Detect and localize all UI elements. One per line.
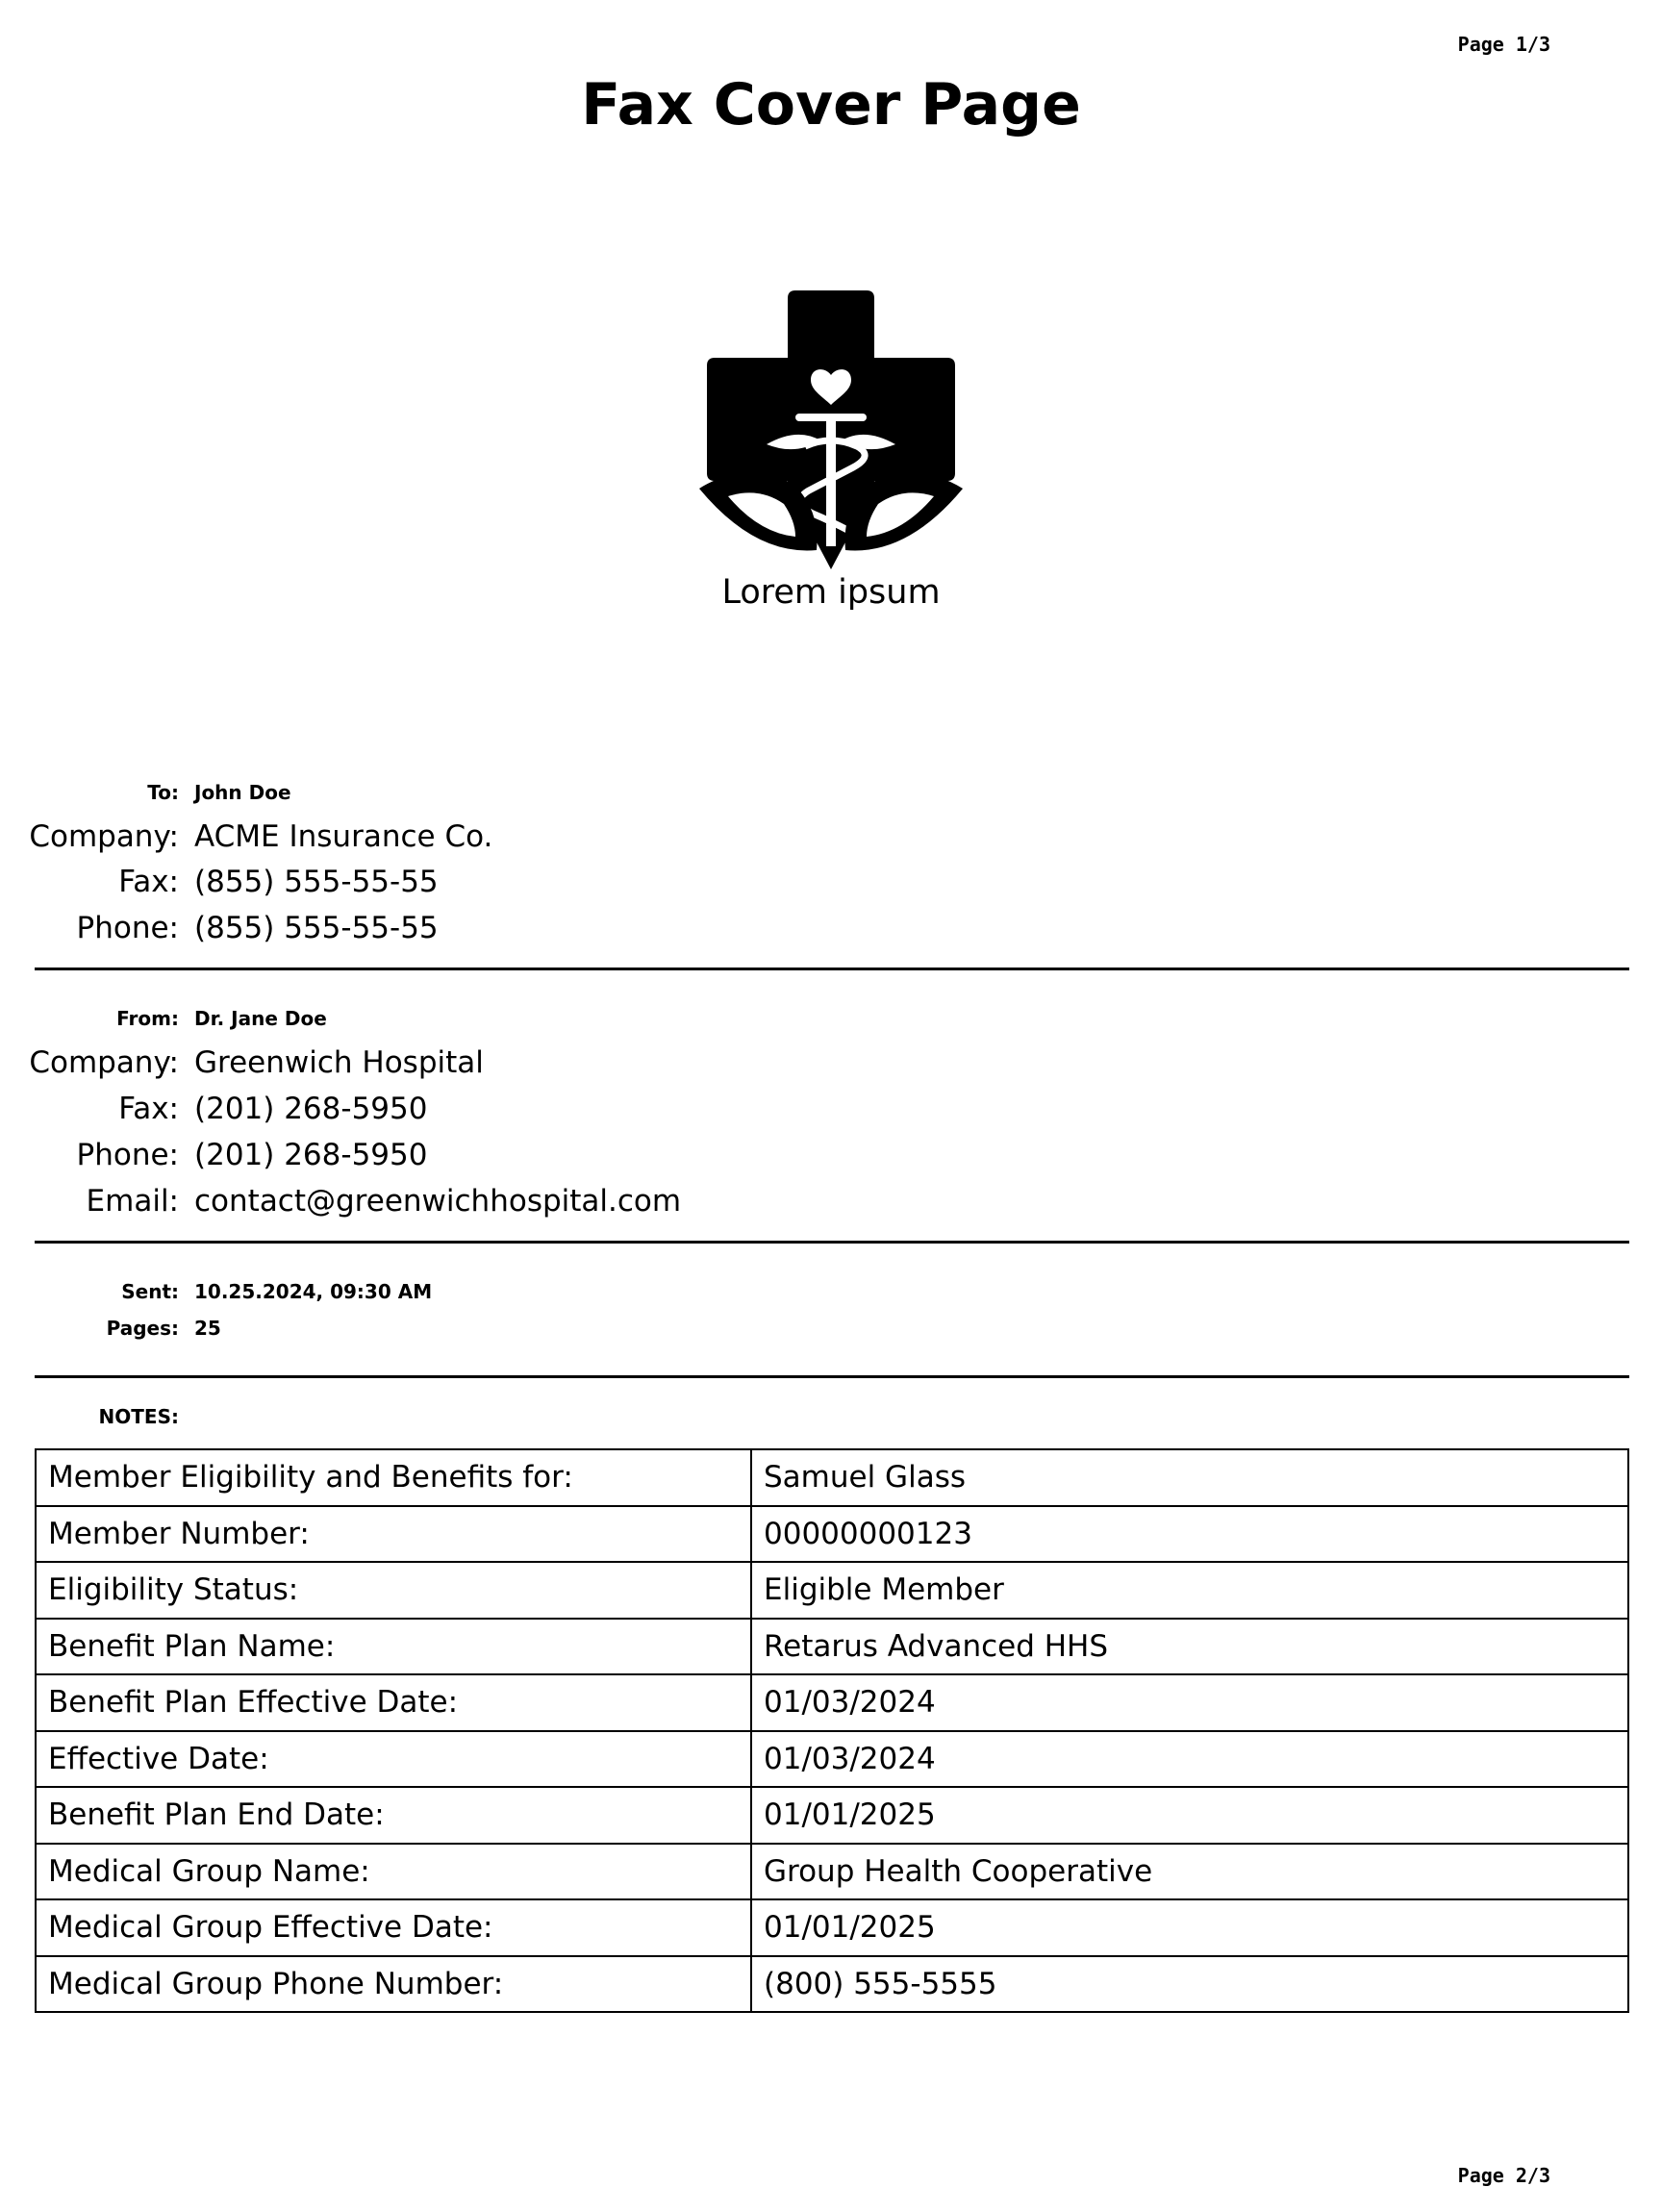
phone-label: Phone: [76, 1138, 179, 1172]
email-value: contact@greenwichhospital.com [194, 1184, 682, 1219]
fax-label: Fax: [118, 865, 179, 899]
from-phone-row [0, 1138, 427, 1172]
medical-cross-caduceus-icon [699, 290, 963, 569]
from-company-row [0, 1045, 484, 1080]
table-cell-value: Retarus Advanced HHS [751, 1619, 1628, 1675]
table-cell-label: Benefit Plan End Date: [36, 1787, 751, 1844]
table-cell-value: 01/03/2024 [751, 1731, 1628, 1788]
table-cell-label: Eligibility Status: [36, 1562, 751, 1619]
table-cell-value: 01/03/2024 [751, 1674, 1628, 1731]
table-cell-label: Member Eligibility and Benefits for: [36, 1449, 751, 1506]
pages-label: Pages: [106, 1317, 179, 1340]
page-title: Fax Cover Page [581, 71, 1081, 138]
to-phone-row [0, 911, 439, 945]
sent-label: Sent: [121, 1280, 179, 1303]
table-cell-value: 01/01/2025 [751, 1787, 1628, 1844]
pages-value: 25 [194, 1317, 221, 1340]
email-label: Email: [86, 1184, 179, 1219]
sent-row [0, 1280, 432, 1303]
company-value: Greenwich Hospital [194, 1045, 484, 1080]
from-value: Dr. Jane Doe [194, 1007, 327, 1030]
pages-row [0, 1317, 221, 1340]
from-label: From: [116, 1007, 179, 1030]
fax-value: (855) 555-55-55 [194, 865, 439, 899]
table-cell-value: Samuel Glass [751, 1449, 1628, 1506]
notes-label: NOTES: [98, 1405, 179, 1428]
table-cell-label: Effective Date: [36, 1731, 751, 1788]
table-row [36, 1506, 1628, 1563]
table-row [36, 1956, 1628, 2013]
phone-label: Phone: [76, 911, 179, 945]
to-row [0, 781, 291, 804]
to-fax-row [0, 865, 439, 899]
table-cell-label: Medical Group Effective Date: [36, 1899, 751, 1956]
table-row [36, 1844, 1628, 1900]
phone-value: (855) 555-55-55 [194, 911, 439, 945]
sent-value: 10.25.2024, 09:30 AM [194, 1280, 433, 1303]
table-row [36, 1899, 1628, 1956]
section-divider [35, 1375, 1629, 1378]
table-row [36, 1619, 1628, 1675]
table-cell-value: 01/01/2025 [751, 1899, 1628, 1956]
table-cell-label: Benefit Plan Name: [36, 1619, 751, 1675]
section-divider [35, 968, 1629, 970]
fax-value: (201) 268-5950 [194, 1092, 428, 1126]
company-label: Company: [29, 1045, 179, 1080]
to-label: To: [147, 781, 179, 804]
table-cell-label: Member Number: [36, 1506, 751, 1563]
table-cell-value: Group Health Cooperative [751, 1844, 1628, 1900]
from-email-row [0, 1184, 681, 1219]
table-cell-label: Medical Group Phone Number: [36, 1956, 751, 2013]
notes-row [0, 1405, 194, 1428]
fax-label: Fax: [118, 1092, 179, 1126]
table-row [36, 1787, 1628, 1844]
page-indicator-top: Page 1/3 [1457, 33, 1550, 56]
section-divider [35, 1241, 1629, 1244]
from-fax-row [0, 1092, 427, 1126]
company-value: ACME Insurance Co. [194, 819, 493, 854]
table-cell-label: Benefit Plan Effective Date: [36, 1674, 751, 1731]
table-row [36, 1674, 1628, 1731]
from-row [0, 1007, 327, 1030]
to-value: John Doe [194, 781, 291, 804]
table-row [36, 1449, 1628, 1506]
table-cell-value: Eligible Member [751, 1562, 1628, 1619]
table-cell-value: 00000000123 [751, 1506, 1628, 1563]
table-cell-value: (800) 555-5555 [751, 1956, 1628, 2013]
company-label: Company: [29, 819, 179, 854]
phone-value: (201) 268-5950 [194, 1138, 428, 1172]
table-row [36, 1731, 1628, 1788]
eligibility-table [35, 1448, 1629, 2013]
table-row [36, 1562, 1628, 1619]
to-company-row [0, 819, 492, 854]
logo-text: Lorem ipsum [721, 573, 941, 612]
table-cell-label: Medical Group Name: [36, 1844, 751, 1900]
page-indicator-bottom: Page 2/3 [1457, 2164, 1550, 2187]
